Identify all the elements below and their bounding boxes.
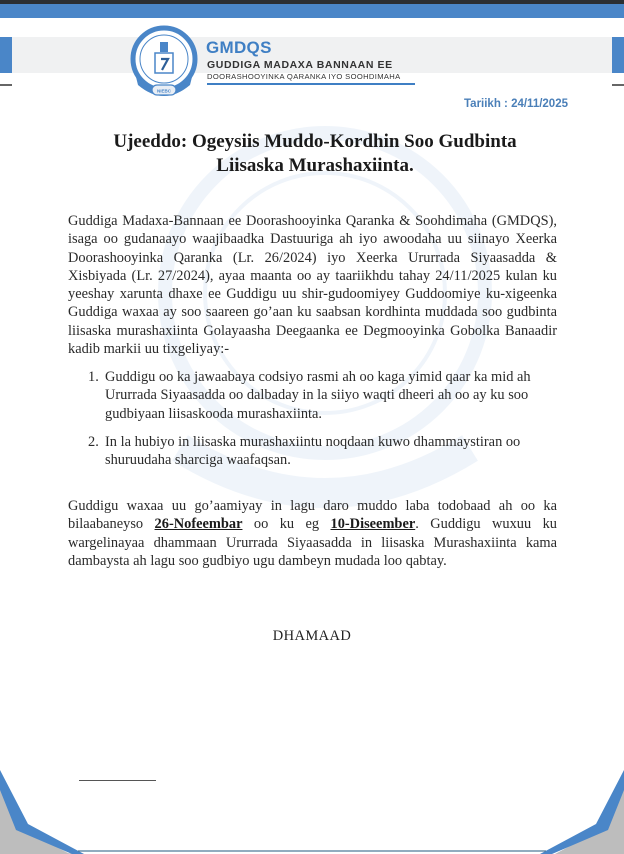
- list-item-number: 2.: [88, 433, 99, 450]
- body-paragraph-1: Guddiga Madaxa-Bannaan ee Doorashooyinka Qaranka & Soohdimaha (GMDQS), isaga oo gudanaayo waajibaadka Dastuuriga ah iyo awoodaha uu siinayo Xeerka Doorashooyinka Qaranka (Lr. 26/2024) iyo Xeerka Ururrada Siyaasadda & Xisbiyada (Lr. 27/2024), ayaa maanta oo ay taariikhdu tahay 24/11/2025 kulan ku yeeshay xarunta dhaxe ee Guddigu uu shir-gudoomiyey Guddoomiye ku-xigeenka Guddiga waxaa ay soo saareen go’aan ku saabsan kordhinta muddada soo gudbinta liisaska murashaxiinta Golayaasha Deegaanka ee Degmooyinka Gobolka Banaadir kadib markii uu tixgeliyay:-: [68, 213, 557, 358]
- letterhead-right-rule: [612, 84, 624, 86]
- subject-line2: Liisaska Murashaxiinta.: [216, 155, 414, 176]
- letterhead-top-bar: [0, 4, 624, 18]
- commission-logo-icon: [128, 25, 200, 101]
- list-item: [88, 368, 557, 423]
- body-paragraph-2: [68, 497, 557, 570]
- letterhead-left-rule: [0, 84, 12, 86]
- letterhead-footer-decoration: [0, 760, 624, 854]
- logo-text: NIEBC: [156, 88, 172, 94]
- letterhead-left-tab: [0, 37, 12, 73]
- list-item-text: In la hubiyo in liisaska murashaxiintu noqdaan kuwo dhammaystiran oo shuruudaha sharciga waafaqsan.: [105, 433, 521, 469]
- paragraph2-part2: oo ku eg: [242, 516, 331, 533]
- paragraph2-part3: . Guddigu wuxuu ku wargelinayaa dhammaan Ururrada Siyaasadda in liisaska Murashaxiinta kama dambaysta ah lagu soo gudbiyo ugu dambeyn mudada loo qabtay.: [68, 516, 557, 569]
- list-item-text: Guddigu oo ka jawaabaya codsiyo rasmi ah oo kaga yimid qaar ka mid ah Ururrada Siyaasadda oo dalbaday in la siiyo waqti dheeri ah oo ay ku soo gudbiyaan liisaskooda murashaxiinta.: [105, 369, 531, 422]
- list-item-number: 1.: [88, 369, 99, 385]
- document-date: Tariikh : 24/11/2025: [464, 98, 568, 110]
- org-name-line1: GUDDIGA MADAXA BANNAAN EE: [207, 59, 393, 71]
- org-name-underline: [207, 83, 415, 85]
- list-item: [88, 433, 557, 470]
- closing-text: DHAMAAD: [272, 628, 352, 644]
- subject-heading: [70, 130, 560, 178]
- org-name-line2: DOORASHOOYINKA QARANKA IYO SOOHDIMAHA: [207, 72, 401, 81]
- paragraph2-part1: Guddigu waxaa uu go’aamiyay in lagu daro muddo laba todobaad ah oo ka bilaabaneyso: [68, 498, 557, 533]
- subject-line1: Ujeeddo: Ogeysiis Muddo-Kordhin Soo Gudbinta: [113, 131, 517, 152]
- considerations-list: [88, 368, 557, 479]
- end-date: 10-Diseember: [330, 516, 416, 533]
- start-date: 26-Nofeembar: [154, 516, 243, 533]
- letterhead-right-tab: [612, 37, 624, 73]
- org-abbreviation: GMDQS: [206, 38, 272, 57]
